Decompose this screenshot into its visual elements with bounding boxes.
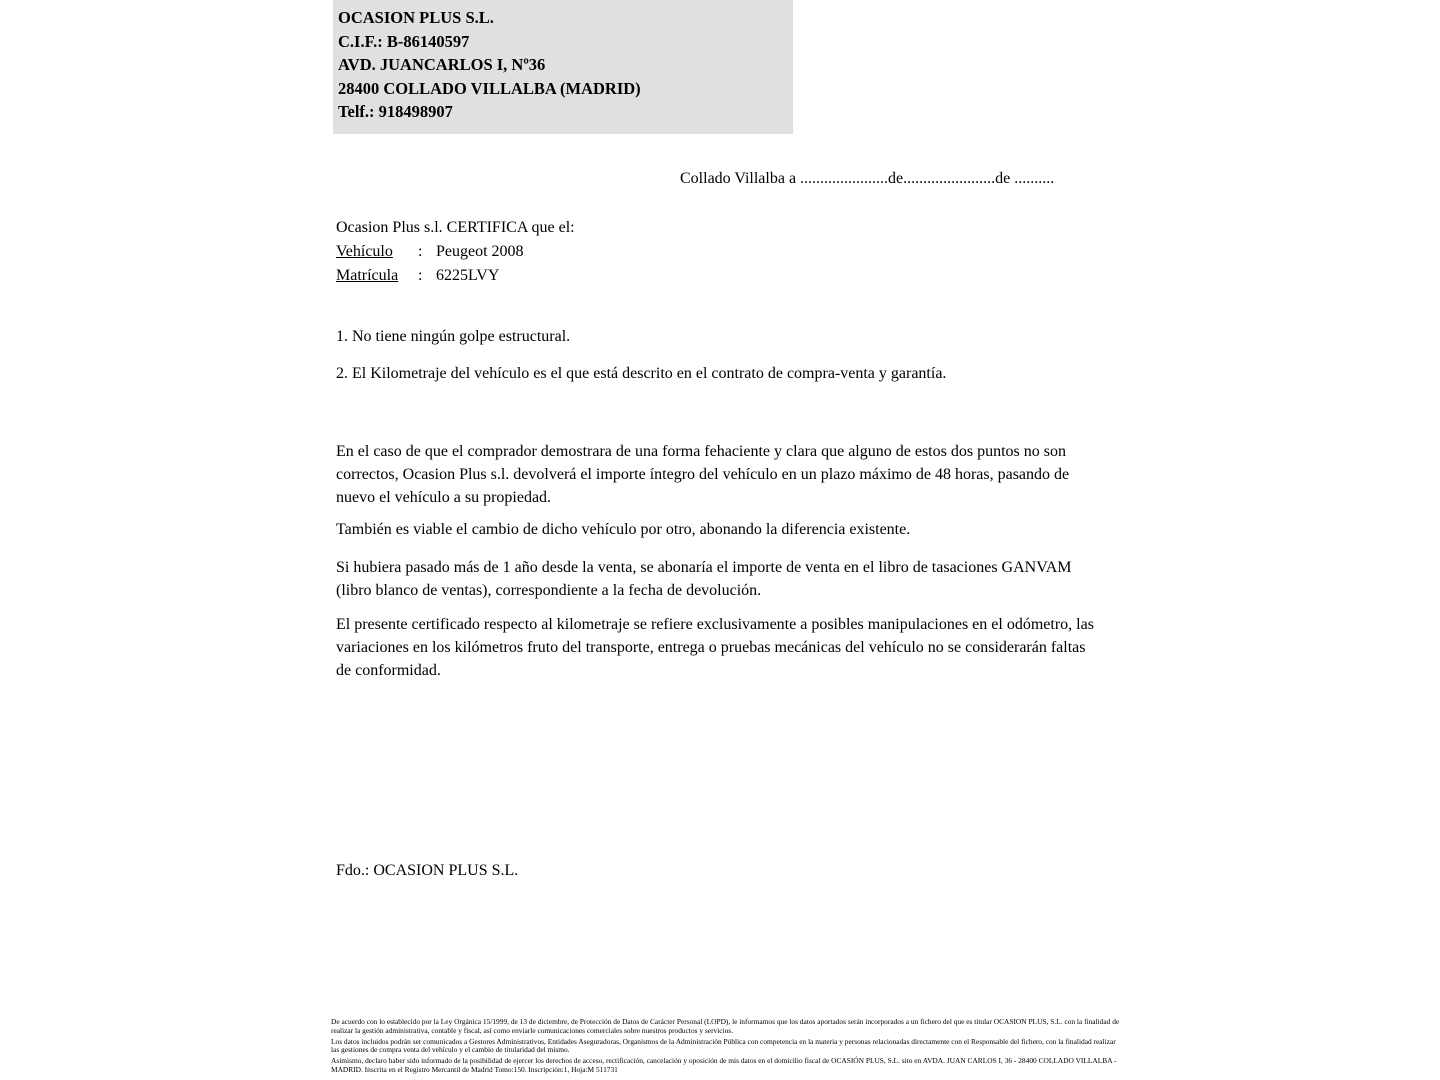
legal-paragraph-1: De acuerdo con lo establecido por la Ley Orgánica 15/1999, de 13 de diciembre, de Protección de Datos de Carácter Personal (LOPD), le informamos que los datos aportados serán incorporados a un fichero del que es titular OCASION PLUS, S.L. con la finalidad de realizar la gestión administrativa, contable y fiscal, así como enviarle comunicaciones comerciales sobre nuestros productos y servicios. xyxy=(331,1017,1120,1035)
company-city: 28400 COLLADO VILLALBA (MADRID) xyxy=(338,78,641,98)
vehicle-separator: : xyxy=(418,243,423,260)
company-cif: C.I.F.: B-86140597 xyxy=(338,31,470,51)
vehicle-label: Vehículo xyxy=(336,243,393,260)
company-phone: Telf.: 918498907 xyxy=(338,102,453,121)
plate-value: 6225LVY xyxy=(436,267,500,284)
legal-paragraph-2: Los datos incluidos podrán ser comunicados a Gestores Administrativos, Entidades Aseguradoras, Organismos de la Administración Pública con competencia en la materia y personas relacionadas directamente con el Responsable del fichero, con la finalidad realizar las gestiones de compra venta del vehículo y el cambio de titularidad del mismo. xyxy=(331,1036,1116,1055)
plate-row xyxy=(336,264,575,288)
plate-separator: : xyxy=(418,267,423,284)
paragraph-ganvam: Si hubiera pasado más de 1 año desde la venta, se abonaría el importe de venta en el libro de tasaciones GANVAM (libro blanco de ventas), correspondiente a la fecha de devolución. xyxy=(336,559,1072,599)
certification-intro: Ocasion Plus s.l. CERTIFICA que el: xyxy=(336,219,575,236)
plate-label: Matrícula xyxy=(336,267,399,284)
point-2: 2. El Kilometraje del vehículo es el que está descrito en el contrato de compra-venta y garantía. xyxy=(336,365,947,382)
certification-block xyxy=(336,216,575,288)
paragraph-exchange: También es viable el cambio de dicho vehículo por otro, abonando la diferencia existente. xyxy=(336,521,911,538)
legal-footer xyxy=(331,1018,1121,1077)
signature-line: Fdo.: OCASION PLUS S.L. xyxy=(336,862,519,879)
company-address: AVD. JUANCARLOS I, Nº36 xyxy=(338,55,546,74)
vehicle-row xyxy=(336,240,575,264)
company-name: OCASION PLUS S.L. xyxy=(338,8,494,27)
paragraph-odometer: El presente certificado respecto al kilometraje se refiere exclusivamente a posibles manipulaciones en el odómetro, las variaciones en los kilómetros fruto del transporte, entrega o pruebas mecánicas del vehículo no se considerarán faltas de conformidad. xyxy=(336,616,1094,679)
company-header-block xyxy=(333,0,793,134)
vehicle-value: Peugeot 2008 xyxy=(436,243,524,260)
date-line: Collado Villalba a ......................de.......................de .......... xyxy=(680,170,1055,187)
point-1: 1. No tiene ningún golpe estructural. xyxy=(336,328,571,345)
paragraph-refund: En el caso de que el comprador demostrara de una forma fehaciente y clara que alguno de estos dos puntos no son correctos, Ocasion Plus s.l. devolverá el importe íntegro del vehículo en un plazo máximo de 48 horas, pasando de nuevo el vehículo a su propiedad. xyxy=(336,443,1070,506)
legal-paragraph-3: Asimismo, declaro haber sido informado de la posibilidad de ejercer los derechos de acceso, rectificación, cancelación y oposición de mis datos en el domicilio fiscal de OCASIÓN PLUS, S.L. sito en AVDA. JUAN CARLOS I, 36 - 28400 COLLADO VILLALBA - MADRID. Inscrita en el Registro Mercantil de Madrid Tomo:150. Inscripción:1, Hoja:M 511731 xyxy=(331,1056,1117,1074)
